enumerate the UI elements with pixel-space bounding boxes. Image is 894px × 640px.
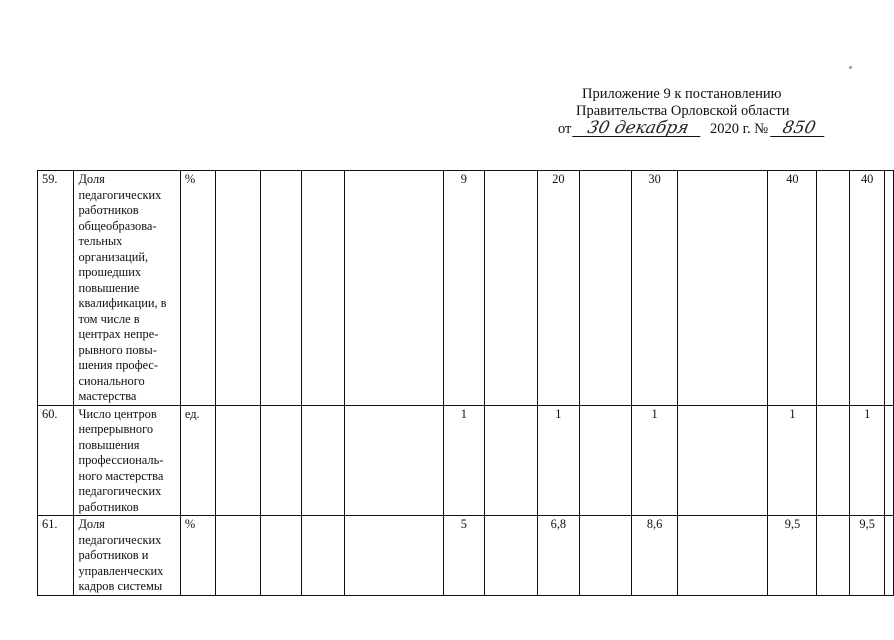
value-cell	[302, 405, 345, 516]
value-cell	[216, 405, 260, 516]
value-cell: 1	[850, 405, 885, 516]
value-cell	[885, 516, 894, 596]
row-number-cell: 61.	[38, 516, 74, 596]
row-number-cell: 59.	[38, 171, 74, 406]
indicator-name-cell: Доля педагогических работников и управленческих кадров системы	[74, 516, 180, 596]
value-cell	[885, 405, 894, 516]
value-cell: 1	[632, 405, 678, 516]
value-cell	[302, 516, 345, 596]
value-cell: 1	[768, 405, 817, 516]
appendix-date-line	[548, 120, 838, 138]
value-cell: 40	[768, 171, 817, 406]
handwritten-number: 850	[770, 120, 828, 137]
appendix-header	[548, 86, 838, 138]
value-cell: 30	[632, 171, 678, 406]
date-prefix: от	[558, 121, 572, 137]
table-row	[38, 405, 894, 516]
year-and-number-label: 2020 г. №	[710, 121, 769, 137]
table-row	[38, 516, 894, 596]
value-cell	[579, 516, 631, 596]
value-cell	[678, 405, 768, 516]
value-cell: 9,5	[850, 516, 885, 596]
unit-cell: ед.	[180, 405, 215, 516]
value-cell	[344, 516, 443, 596]
value-cell	[579, 171, 631, 406]
appendix-title: Приложение 9 к постановлению	[582, 86, 782, 102]
value-cell	[484, 516, 537, 596]
value-cell	[484, 405, 537, 516]
value-cell: 9,5	[768, 516, 817, 596]
value-cell	[885, 171, 894, 406]
value-cell: 9	[443, 171, 484, 406]
value-cell	[678, 171, 768, 406]
value-cell	[817, 405, 850, 516]
value-cell	[344, 405, 443, 516]
value-cell	[678, 516, 768, 596]
value-cell	[484, 171, 537, 406]
handwritten-date: 30 декабря	[573, 120, 705, 137]
value-cell: 20	[537, 171, 579, 406]
indicator-name-cell: Число центров непрерывного повышения профессиональ-ного мастерства педагогических работников	[74, 405, 180, 516]
value-cell	[216, 171, 260, 406]
value-cell	[260, 171, 302, 406]
indicator-name-cell: Доля педагогических работников общеобразова-тельных организаций, прошедших повышение квалификации, в том числе в центрах непре-рывного повы-шения профес-сионального мастерства	[74, 171, 180, 406]
value-cell	[260, 516, 302, 596]
value-cell: 6,8	[537, 516, 579, 596]
appendix-authority: Правительства Орловской области	[576, 103, 790, 119]
value-cell	[817, 171, 850, 406]
value-cell: 5	[443, 516, 484, 596]
value-cell	[579, 405, 631, 516]
row-number-cell: 60.	[38, 405, 74, 516]
value-cell: 40	[850, 171, 885, 406]
value-cell	[817, 516, 850, 596]
value-cell: 8,6	[632, 516, 678, 596]
value-cell: 1	[443, 405, 484, 516]
indicators-table	[37, 170, 894, 596]
value-cell	[216, 516, 260, 596]
scan-speck	[849, 66, 852, 69]
value-cell	[344, 171, 443, 406]
unit-cell: %	[180, 171, 215, 406]
unit-cell: %	[180, 516, 215, 596]
value-cell	[260, 405, 302, 516]
value-cell	[302, 171, 345, 406]
table-row	[38, 171, 894, 406]
value-cell: 1	[537, 405, 579, 516]
